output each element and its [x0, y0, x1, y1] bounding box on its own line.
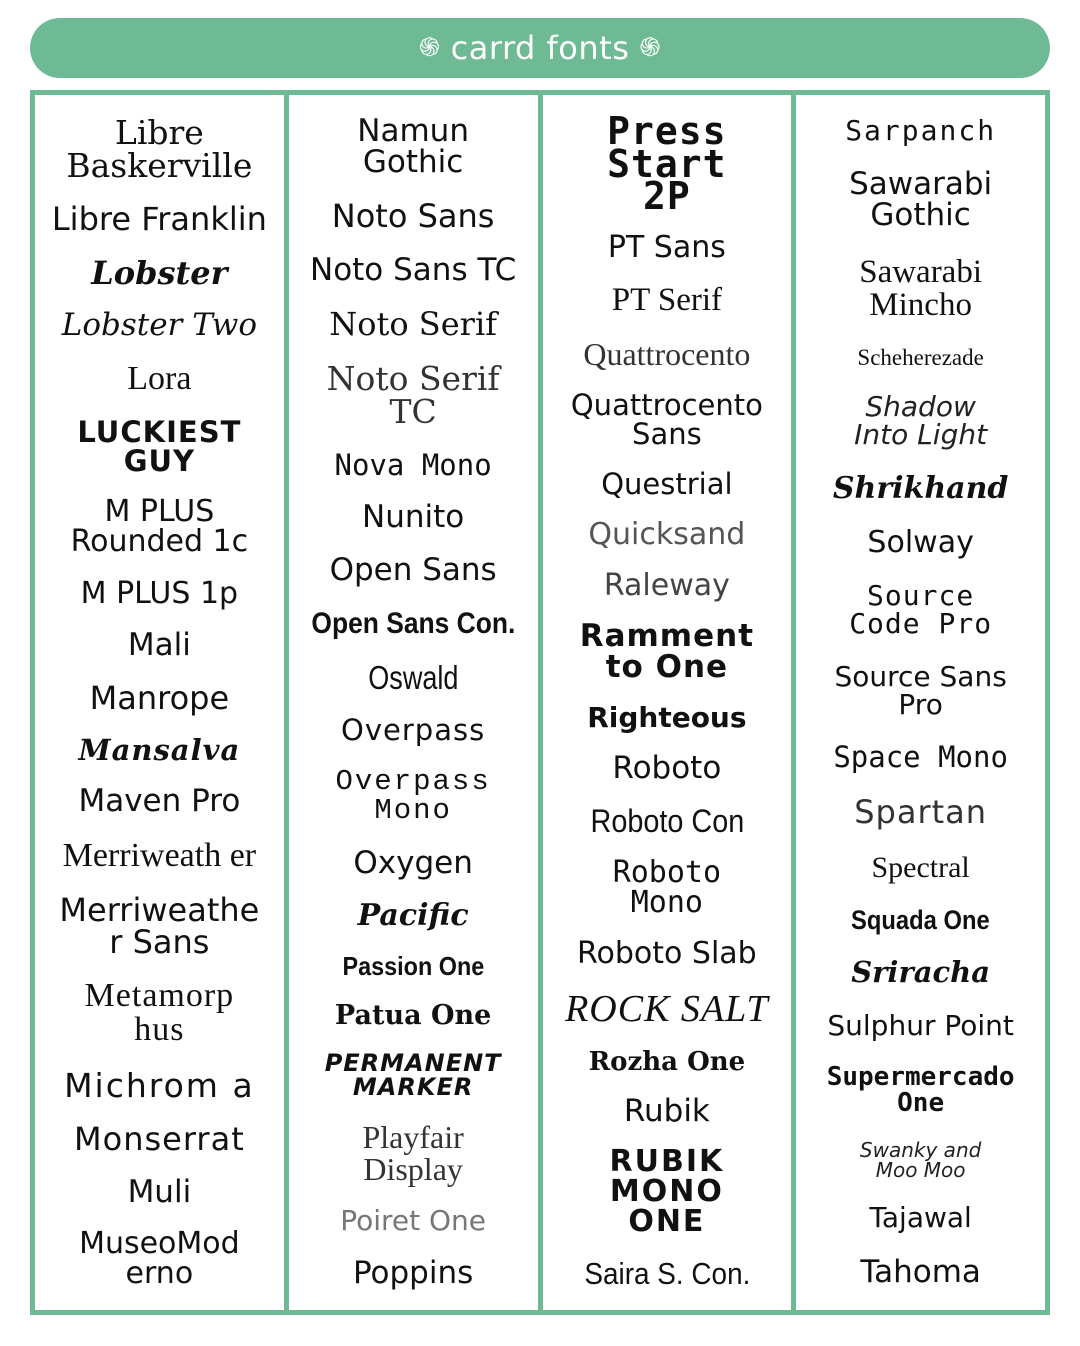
font-nunito: Nunito	[362, 498, 465, 535]
font-overpass: Overpass	[341, 713, 486, 748]
font-rozha-one: Rozha One	[588, 1046, 746, 1077]
font-noto-sans: Noto Sans	[331, 197, 495, 236]
font-merriweather-sans: Merriweathe r Sans	[59, 890, 260, 961]
font-sarpanch: Sarpanch	[845, 114, 997, 148]
font-m-plus-1p: M PLUS 1p	[80, 575, 239, 611]
font-column-2	[289, 95, 543, 1310]
font-roboto: Roboto	[612, 750, 722, 787]
font-poiret-one: Poiret One	[340, 1204, 487, 1238]
font-noto-serif: Noto Serif	[329, 305, 498, 344]
title-banner	[30, 18, 1050, 78]
font-pacifico: Pacific	[357, 898, 469, 933]
font-lobster-two: Lobster Two	[61, 306, 257, 343]
spiral-icon: ֍	[418, 33, 441, 63]
font-monserrat: Monserrat	[74, 1120, 245, 1159]
font-nova-mono: Nova Mono	[334, 447, 492, 482]
font-squada-one: Squada One	[851, 904, 990, 935]
font-raleway: Raleway	[603, 567, 730, 603]
font-quicksand: Quicksand	[588, 516, 746, 552]
font-column-4	[796, 95, 1045, 1310]
font-poppins: Poppins	[352, 1254, 474, 1291]
font-open-sans: Open Sans	[329, 552, 497, 589]
font-column-1	[35, 95, 289, 1310]
font-oxygen: Oxygen	[353, 844, 473, 881]
font-shadow-into-light: Shadow Into Light	[854, 390, 988, 452]
font-museomoderno: MuseoMod erno	[79, 1226, 240, 1292]
font-questrial: Questrial	[601, 466, 733, 501]
font-sawarabi-gothic: Sawarabi Gothic	[849, 166, 993, 234]
font-oswald: Oswald	[367, 658, 459, 696]
font-libre-franklin: Libre Franklin	[51, 200, 267, 239]
font-muli: Muli	[127, 1173, 192, 1210]
font-source-code-pro: Source Code Pro	[849, 579, 993, 641]
font-sriracha: Sriracha	[851, 955, 991, 990]
font-playfair-display: Playfair Display	[362, 1119, 464, 1188]
font-lora: Lora	[127, 360, 192, 398]
font-libre-baskerville: Libre Baskerville	[66, 112, 253, 185]
font-maven-pro: Maven Pro	[78, 783, 241, 820]
font-tajawal: Tajawal	[869, 1201, 972, 1235]
font-rubik-mono-one: RUBIK MONO ONE	[609, 1144, 725, 1240]
font-grid	[30, 90, 1050, 1315]
font-rampart-one: Ramment to One	[579, 618, 755, 686]
font-rock-salt: ROCK SALT	[565, 987, 769, 1030]
font-quattrocento: Quattrocento	[583, 336, 751, 372]
font-pt-serif: PT Serif	[611, 282, 723, 319]
font-shrikhand: Shrikhand	[832, 470, 1009, 506]
font-pt-sans: PT Sans	[607, 230, 726, 266]
font-quattrocento-sans: Quattrocento Sans	[570, 387, 763, 451]
font-source-sans-pro: Source Sans Pro	[834, 659, 1007, 721]
font-luckiest-guy: LUCKIEST GUY	[77, 414, 242, 478]
font-space-mono: Space Mono	[833, 739, 1008, 774]
font-michroma: Michrom a	[64, 1065, 255, 1105]
font-mansalva: Mansalva	[78, 732, 241, 767]
font-spectral: Spectral	[871, 850, 970, 884]
font-open-sans-condensed: Open Sans Con.	[311, 606, 516, 640]
font-roboto-condensed: Roboto Con	[590, 803, 744, 840]
font-noto-serif-tc: Noto Serif TC	[326, 359, 500, 432]
font-saira-semi-condensed: Saira S. Con.	[583, 1256, 750, 1292]
font-sawarabi-mincho: Sawarabi Mincho	[859, 253, 983, 323]
font-supermercado-one: Supermercado One	[826, 1061, 1015, 1118]
font-swanky-and-moo-moo: Swanky and Moo Moo	[859, 1138, 982, 1183]
font-scheherezade: Scheherezade	[857, 345, 984, 371]
font-permanent-marker: PERMANENT MARKER	[324, 1048, 502, 1101]
spiral-icon: ֍	[639, 33, 662, 63]
font-spartan: Spartan	[854, 793, 988, 832]
font-manrope: Manrope	[89, 679, 230, 718]
page-title: carrd fonts	[450, 29, 630, 67]
font-overpass-mono: Overpass Mono	[335, 765, 491, 828]
font-sulphur-point: Sulphur Point	[827, 1008, 1014, 1042]
font-roboto-mono: Roboto Mono	[612, 855, 722, 921]
font-noto-sans-tc: Noto Sans TC	[310, 251, 517, 288]
font-tahoma: Tahoma	[860, 1253, 981, 1290]
font-press-start-2p: Press Start 2P	[607, 109, 727, 219]
font-metamorphous: Metamorp hus	[84, 977, 235, 1049]
font-rubik: Rubik	[623, 1092, 710, 1129]
font-m-plus-rounded: M PLUS Rounded 1c	[70, 494, 249, 560]
font-column-3	[543, 95, 797, 1310]
font-merriweather: Merriweath er	[62, 836, 257, 874]
font-righteous: Righteous	[587, 701, 747, 735]
font-passion-one: Passion One	[342, 951, 484, 982]
font-namun-gothic: Namun Gothic	[357, 113, 469, 181]
font-mali: Mali	[127, 626, 191, 663]
font-roboto-slab: Roboto Slab	[577, 935, 757, 971]
font-patua-one: Patua One	[334, 999, 492, 1031]
font-solway: Solway	[867, 525, 974, 561]
font-lobster: Lobster	[91, 253, 228, 292]
